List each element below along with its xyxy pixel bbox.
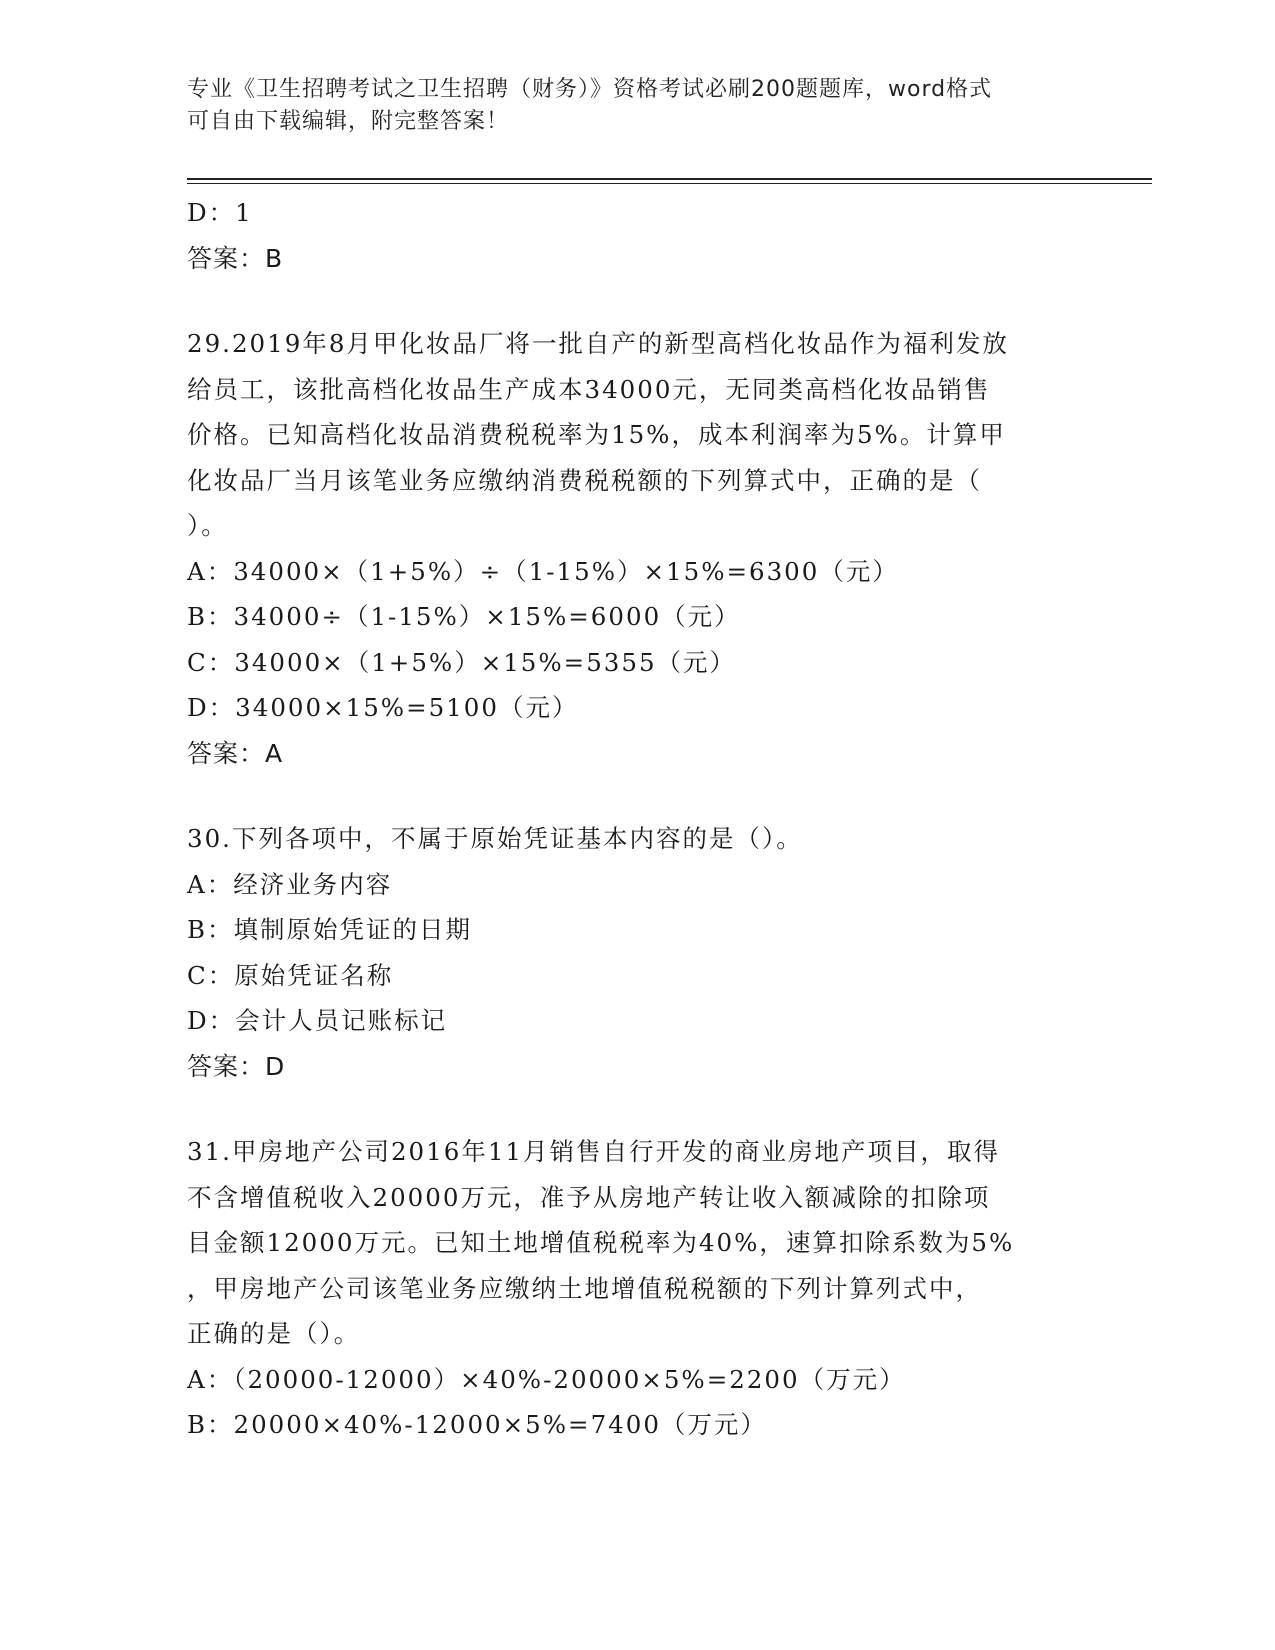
question-stem-line: 价格。已知高档化妆品消费税税率为15%，成本利润率为5%。计算甲 [187, 420, 1006, 449]
option-c: C：原始凭证名称 [187, 960, 394, 990]
document-body [187, 190, 1087, 1448]
option-b: B：34000÷（1-15%）×15%=6000（元） [187, 602, 741, 631]
question-stem-line: 目金额12000万元。已知土地增值税税率为40%，速算扣除系数为5% [187, 1228, 1015, 1257]
answer: 答案：D [187, 1051, 286, 1081]
header-rule-thin [187, 183, 1152, 184]
spacer [187, 776, 1087, 816]
question-31 [187, 1129, 1087, 1448]
question-stem-line: 正确的是（）。 [187, 1319, 361, 1348]
spacer [187, 1089, 1087, 1129]
question-stem-line: 29.2019年8月甲化妆品厂将一批自产的新型高档化妆品作为福利发放 [187, 329, 1009, 358]
prev-answer: 答案：B [187, 243, 284, 273]
option-b: B：填制原始凭证的日期 [187, 915, 473, 944]
question-29 [187, 321, 1087, 776]
answer: 答案：A [187, 738, 284, 768]
question-30 [187, 816, 1087, 1089]
option-d: D：34000×15%=5100（元） [187, 693, 579, 722]
question-stem-line: 不含增值税收入20000万元，准予从房地产转让收入额减除的扣除项 [187, 1182, 991, 1212]
spacer [187, 281, 1087, 321]
header-rule-thick [187, 178, 1152, 180]
option-a: A：经济业务内容 [187, 869, 393, 899]
option-d: D：会计人员记账标记 [187, 1006, 448, 1035]
option-a: A：（20000-12000）×40%-20000×5%=2200（万元） [187, 1364, 906, 1394]
question-stem-line: ，甲房地产公司该笔业务应缴纳土地增值税税额的下列计算列式中， [187, 1273, 982, 1303]
header-line-2: 可自由下载编辑，附完整答案！ [187, 109, 510, 134]
prev-option-d: D：1 [187, 198, 253, 227]
option-c: C：34000×（1+5%）×15%=5355（元） [187, 647, 737, 677]
document-header [187, 74, 1087, 138]
header-line-1: 专业《卫生招聘考试之卫生招聘（财务）》资格考试必刷200题题库，word格式 [187, 77, 993, 102]
question-stem-line: 31.甲房地产公司2016年11月销售自行开发的商业房地产项目，取得 [187, 1137, 1000, 1166]
question-stem-line: 30.下列各项中，不属于原始凭证基本内容的是（）。 [187, 824, 803, 853]
option-b: B：20000×40%-12000×5%=7400（万元） [187, 1410, 767, 1439]
question-stem-line: 化妆品厂当月该笔业务应缴纳消费税税额的下列算式中，正确的是（ [187, 465, 982, 495]
option-a: A：34000×（1+5%）÷（1-15%）×15%=6300（元） [187, 556, 899, 586]
question-stem-line: 给员工，该批高档化妆品生产成本34000元，无同类高档化妆品销售 [187, 374, 991, 404]
question-stem-line: ）。 [187, 511, 228, 540]
